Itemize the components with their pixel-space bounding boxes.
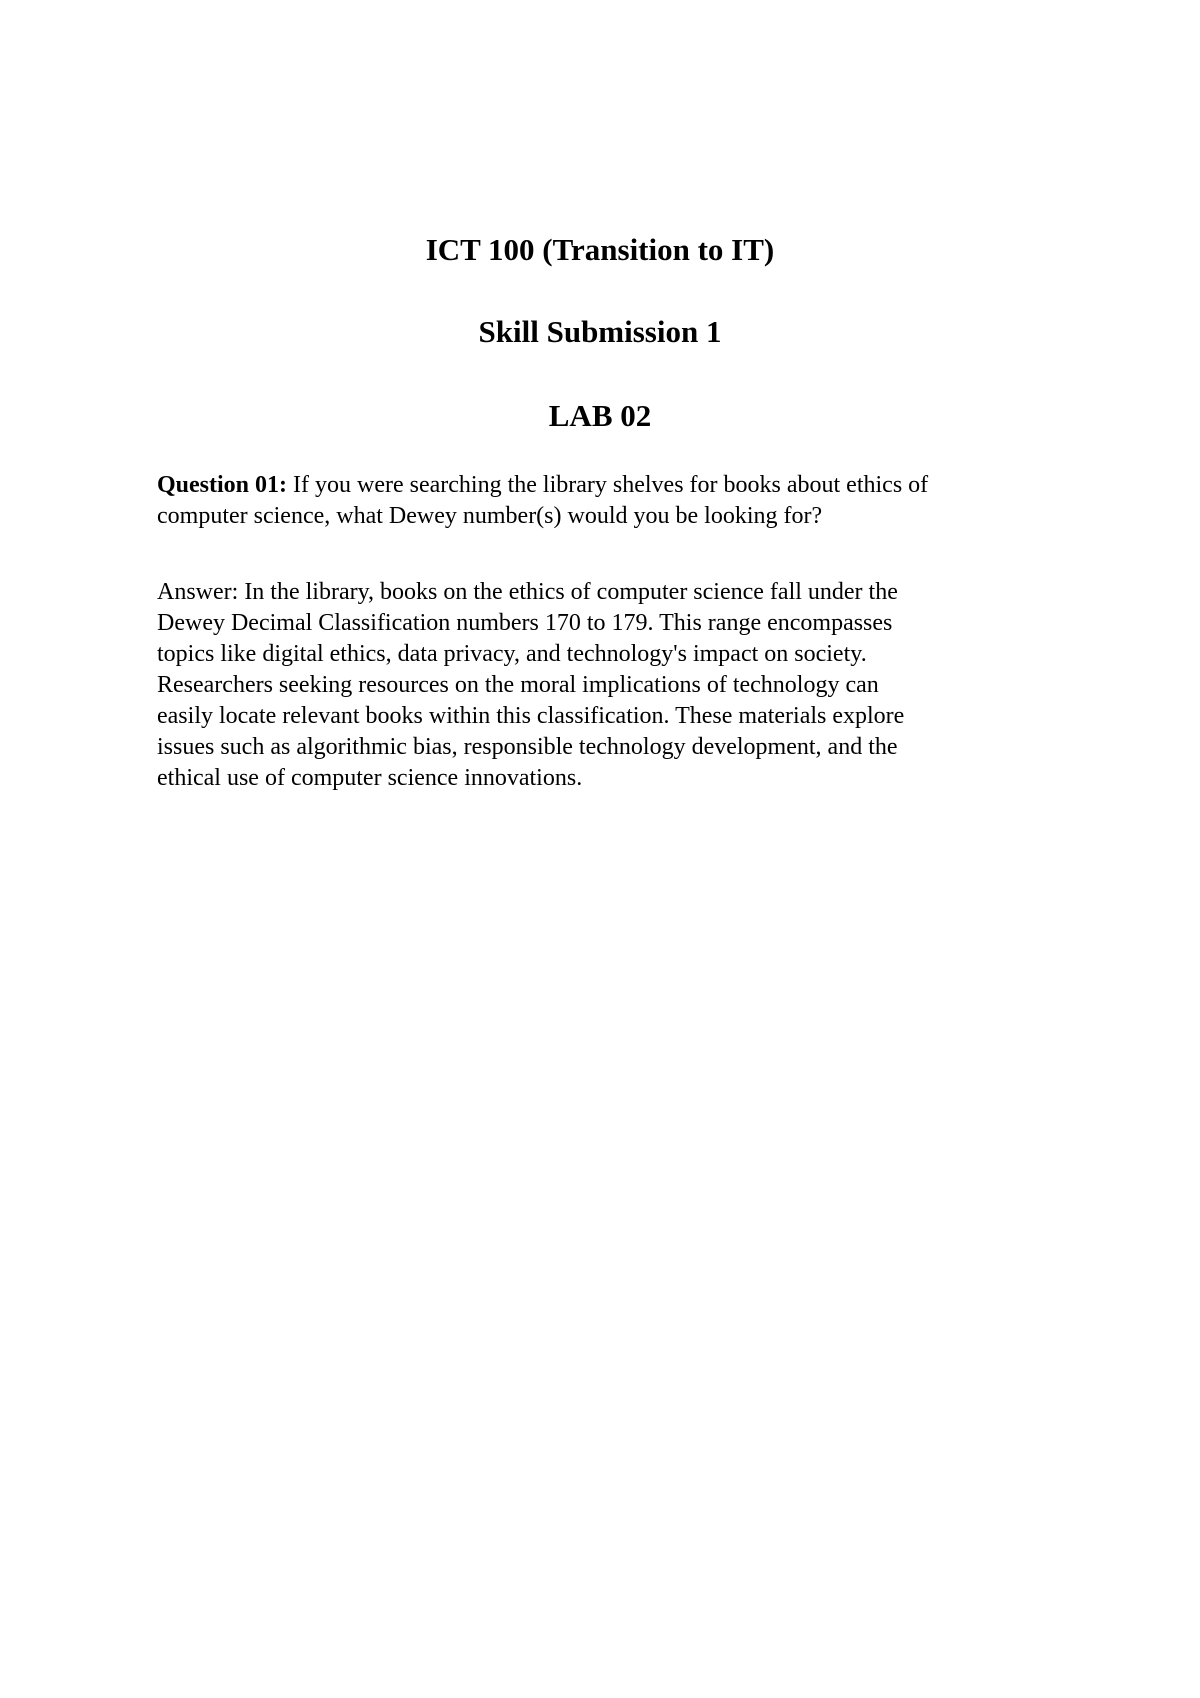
answer-line-1: Answer: In the library, books on the ethics of computer science fall under the [157, 579, 898, 605]
answer-line-5: easily locate relevant books within this classification. These materials explore [157, 703, 905, 729]
question-label: Question 01: [157, 472, 288, 498]
course-title: ICT 100 (Transition to IT) [425, 232, 775, 267]
question-text-1: If you were searching the library shelves for books about ethics of [287, 472, 929, 498]
question-line-2: computer science, what Dewey number(s) would you be looking for? [157, 503, 823, 529]
answer-line-2: Dewey Decimal Classification numbers 170 to 179. This range encompasses [157, 610, 893, 636]
answer-line-4: Researchers seeking resources on the moral implications of technology can [157, 672, 879, 698]
answer-line-3: topics like digital ethics, data privacy, and technology's impact on society. [157, 641, 867, 667]
answer-line-7: ethical use of computer science innovations. [157, 765, 583, 791]
lab-title: LAB 02 [548, 398, 652, 433]
answer-line-6: issues such as algorithmic bias, responsible technology development, and the [157, 734, 898, 760]
answer-paragraph [157, 577, 1057, 794]
question-paragraph [157, 470, 1057, 532]
question-line-1 [157, 470, 1057, 501]
submission-title: Skill Submission 1 [478, 314, 722, 349]
